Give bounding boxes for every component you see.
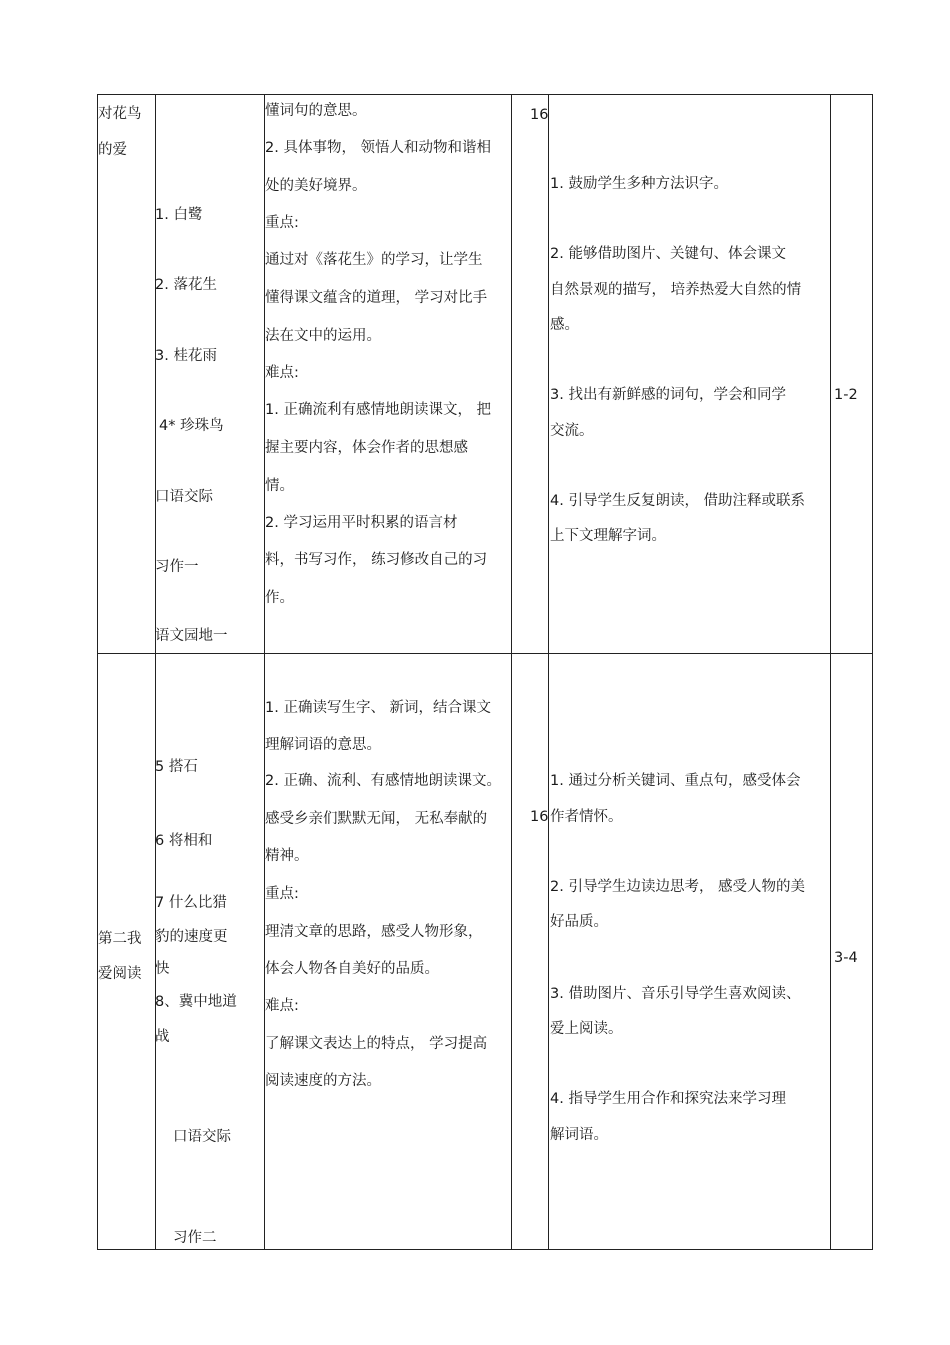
lesson-item: 4* 珍珠鸟: [159, 418, 224, 434]
lesson-item: 口语交际: [155, 489, 213, 505]
lesson-item: 3. 桂花雨: [155, 348, 217, 364]
lesson-item: 7 什么比猎: [155, 895, 227, 911]
lesson-item: 习作一: [155, 559, 199, 575]
method-line: 好品质。: [550, 914, 608, 930]
method-line: 交流。: [550, 423, 594, 439]
unit-name: 的爱: [98, 142, 127, 158]
method-line: 3. 找出有新鲜感的词句，学会和同学: [550, 387, 786, 403]
objective-line: 精神。: [265, 848, 309, 864]
objective-line: 理清文章的思路，感受人物形象，: [265, 924, 483, 940]
objective-line: 难点:: [265, 365, 299, 381]
column-divider: [830, 94, 831, 1250]
method-line: 4. 引导学生反复朗读， 借助注释或联系: [550, 493, 806, 509]
lesson-item: 8、冀中地道: [155, 994, 237, 1010]
objective-line: 了解课文表达上的特点， 学习提高: [265, 1036, 488, 1052]
method-line: 1. 鼓励学生多种方法识字。: [550, 176, 728, 192]
method-line: 2. 能够借助图片、关键句、体会课文: [550, 246, 786, 262]
objective-line: 感受乡亲们默默无闻， 无私奉献的: [265, 811, 488, 827]
class-hours: 16: [530, 107, 549, 123]
method-line: 作者情怀。: [550, 809, 623, 825]
table-top-border: [97, 94, 873, 95]
method-line: 上下文理解字词。: [550, 528, 666, 544]
lesson-item: 豹的速度更: [155, 929, 228, 945]
objective-line: 处的美好境界。: [265, 178, 367, 194]
unit-name: 第二我: [98, 931, 142, 947]
objective-line: 懂词句的意思。: [265, 103, 367, 119]
objective-line: 理解词语的意思。: [265, 737, 381, 753]
objective-line: 情。: [265, 478, 294, 494]
objective-line: 重点:: [265, 215, 299, 231]
teaching-weeks: 1-2: [834, 387, 858, 403]
teaching-weeks: 3-4: [834, 950, 858, 966]
method-line: 2. 引导学生边读边思考， 感受人物的美: [550, 879, 806, 895]
objective-line: 通过对《落花生》的学习，让学生: [265, 252, 483, 268]
table-right-border: [872, 94, 873, 1250]
lesson-item: 5 搭石: [155, 759, 198, 775]
method-line: 感。: [550, 317, 579, 333]
lesson-item: 1. 白鹭: [155, 207, 203, 223]
objective-line: 料，书写习作， 练习修改自己的习: [265, 552, 488, 568]
objective-line: 重点:: [265, 886, 299, 902]
objective-line: 作。: [265, 590, 294, 606]
objective-line: 体会人物各自美好的品质。: [265, 961, 439, 977]
column-divider: [155, 94, 156, 1250]
lesson-item: 6 将相和: [155, 833, 213, 849]
objective-line: 1. 正确流利有感情地朗读课文， 把: [265, 402, 492, 418]
table-bottom-border: [97, 1249, 873, 1250]
method-line: 解词语。: [550, 1127, 608, 1143]
method-line: 4. 指导学生用合作和探究法来学习理: [550, 1091, 786, 1107]
lesson-item: 口语交际: [173, 1129, 231, 1145]
class-hours: 16: [530, 809, 549, 825]
objective-line: 2. 正确、流利、有感情地朗读课文。: [265, 773, 501, 789]
objective-line: 懂得课文蕴含的道理， 学习对比手: [265, 290, 488, 306]
lesson-item: 习作二: [173, 1230, 217, 1246]
lesson-item: 2. 落花生: [155, 277, 217, 293]
lesson-item: 战: [155, 1029, 170, 1045]
objective-line: 法在文中的运用。: [265, 328, 381, 344]
objective-line: 握主要内容，体会作者的思想感: [265, 440, 468, 456]
method-line: 爱上阅读。: [550, 1021, 623, 1037]
method-line: 自然景观的描写， 培养热爱大自然的情: [550, 282, 802, 298]
row-divider: [97, 653, 873, 654]
method-line: 1. 通过分析关键词、重点句，感受体会: [550, 773, 801, 789]
objective-line: 难点:: [265, 998, 299, 1014]
unit-name: 爱阅读: [98, 966, 142, 982]
objective-line: 2. 具体事物， 领悟人和动物和谐相: [265, 140, 492, 156]
table-left-border: [97, 94, 98, 1250]
lesson-item: 快: [155, 961, 170, 977]
objective-line: 1. 正确读写生字、 新词，结合课文: [265, 700, 492, 716]
column-divider: [548, 94, 549, 1250]
method-line: 3. 借助图片、音乐引导学生喜欢阅读、: [550, 986, 801, 1002]
unit-name: 对花鸟: [98, 106, 142, 122]
lesson-item: 语文园地一: [155, 628, 228, 644]
column-divider: [511, 94, 512, 1250]
objective-line: 阅读速度的方法。: [265, 1073, 381, 1089]
teaching-plan-table: [97, 94, 873, 1250]
objective-line: 2. 学习运用平时积累的语言材: [265, 515, 458, 531]
